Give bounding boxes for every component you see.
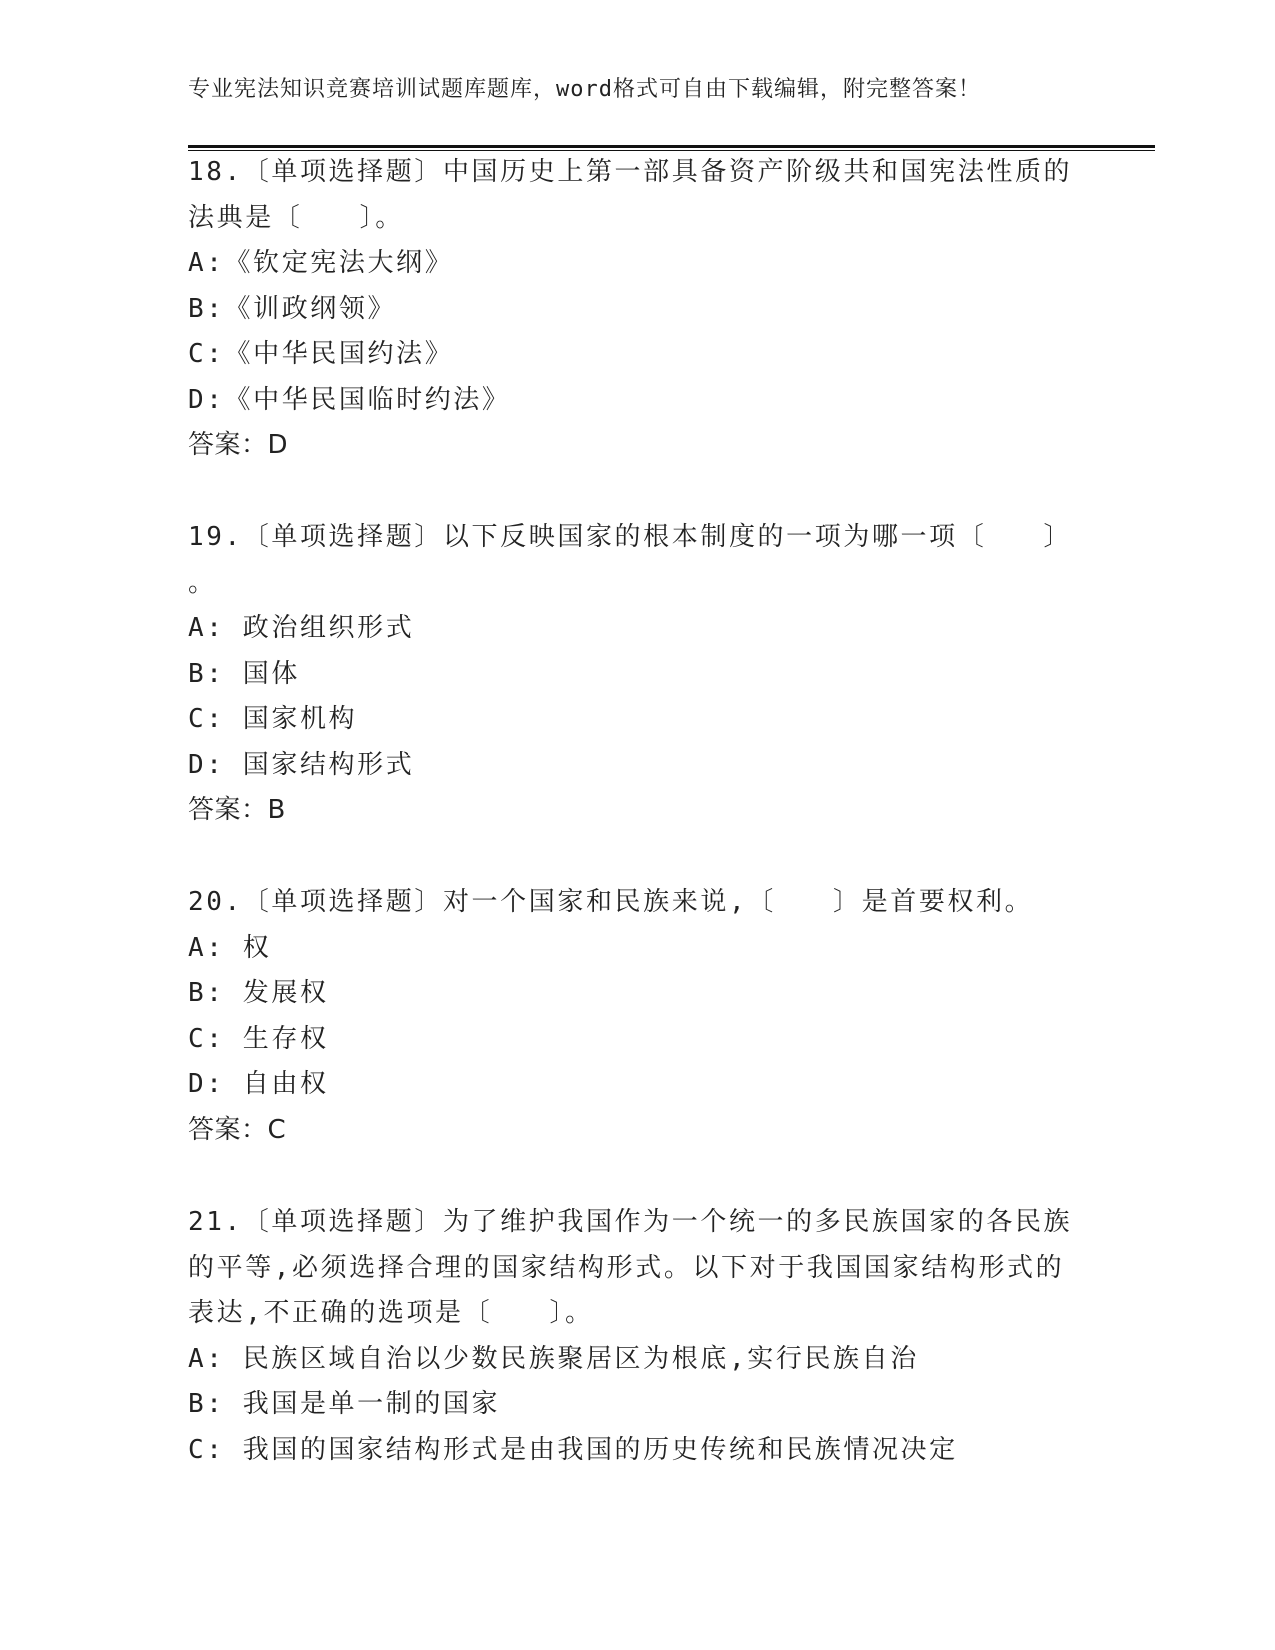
option-a: A: 政治组织形式 bbox=[188, 613, 415, 643]
question-text-line: 20.〔单项选择题〕对一个国家和民族来说,〔 〕是首要权利。 bbox=[188, 887, 1034, 917]
question-text-line: 19.〔单项选择题〕以下反映国家的根本制度的一项为哪一项〔 〕 bbox=[188, 522, 1073, 552]
option-b: B:《训政纲领》 bbox=[188, 293, 397, 324]
option-d: D:《中华民国临时约法》 bbox=[188, 384, 511, 415]
option-d: D: 国家结构形式 bbox=[188, 749, 415, 780]
question-18 bbox=[188, 150, 1088, 469]
option-c: C: 生存权 bbox=[188, 1023, 329, 1054]
question-text-line: 18.〔单项选择题〕中国历史上第一部具备资产阶级共和国宪法性质的 bbox=[188, 157, 1073, 187]
option-c: C: 我国的国家结构形式是由我国的历史传统和民族情况决定 bbox=[188, 1434, 958, 1465]
option-b: B: 发展权 bbox=[188, 978, 329, 1008]
option-a: A: 权 bbox=[188, 932, 272, 963]
question-21 bbox=[188, 1200, 1088, 1473]
question-20 bbox=[188, 880, 1088, 1153]
option-b: B: 国体 bbox=[188, 658, 300, 689]
option-c: C: 国家机构 bbox=[188, 704, 358, 734]
option-a: A: 民族区域自治以少数民族聚居区为根底,实行民族自治 bbox=[188, 1343, 919, 1374]
page-header: 专业宪法知识竞赛培训试题库题库，word格式可自由下载编辑，附完整答案！ bbox=[188, 77, 981, 102]
option-c: C:《中华民国约法》 bbox=[188, 339, 454, 369]
option-b: B: 我国是单一制的国家 bbox=[188, 1389, 501, 1419]
question-text-line: 法典是〔 〕。 bbox=[188, 202, 404, 233]
answer-line: 答案：C bbox=[188, 1114, 287, 1145]
option-d: D: 自由权 bbox=[188, 1069, 329, 1099]
header-rule-thick bbox=[188, 145, 1155, 148]
question-19 bbox=[188, 515, 1088, 834]
option-a: A:《钦定宪法大纲》 bbox=[188, 248, 454, 278]
question-text-line: 表达,不正确的选项是〔 〕。 bbox=[188, 1298, 594, 1328]
answer-line: 答案：B bbox=[188, 795, 286, 825]
question-text-line: 的平等,必须选择合理的国家结构形式。以下对于我国国家结构形式的 bbox=[188, 1252, 1065, 1283]
question-text-line: 。 bbox=[188, 567, 217, 598]
answer-line: 答案：D bbox=[188, 430, 289, 460]
question-text-line: 21.〔单项选择题〕为了维护我国作为一个统一的多民族国家的各民族 bbox=[188, 1207, 1073, 1237]
